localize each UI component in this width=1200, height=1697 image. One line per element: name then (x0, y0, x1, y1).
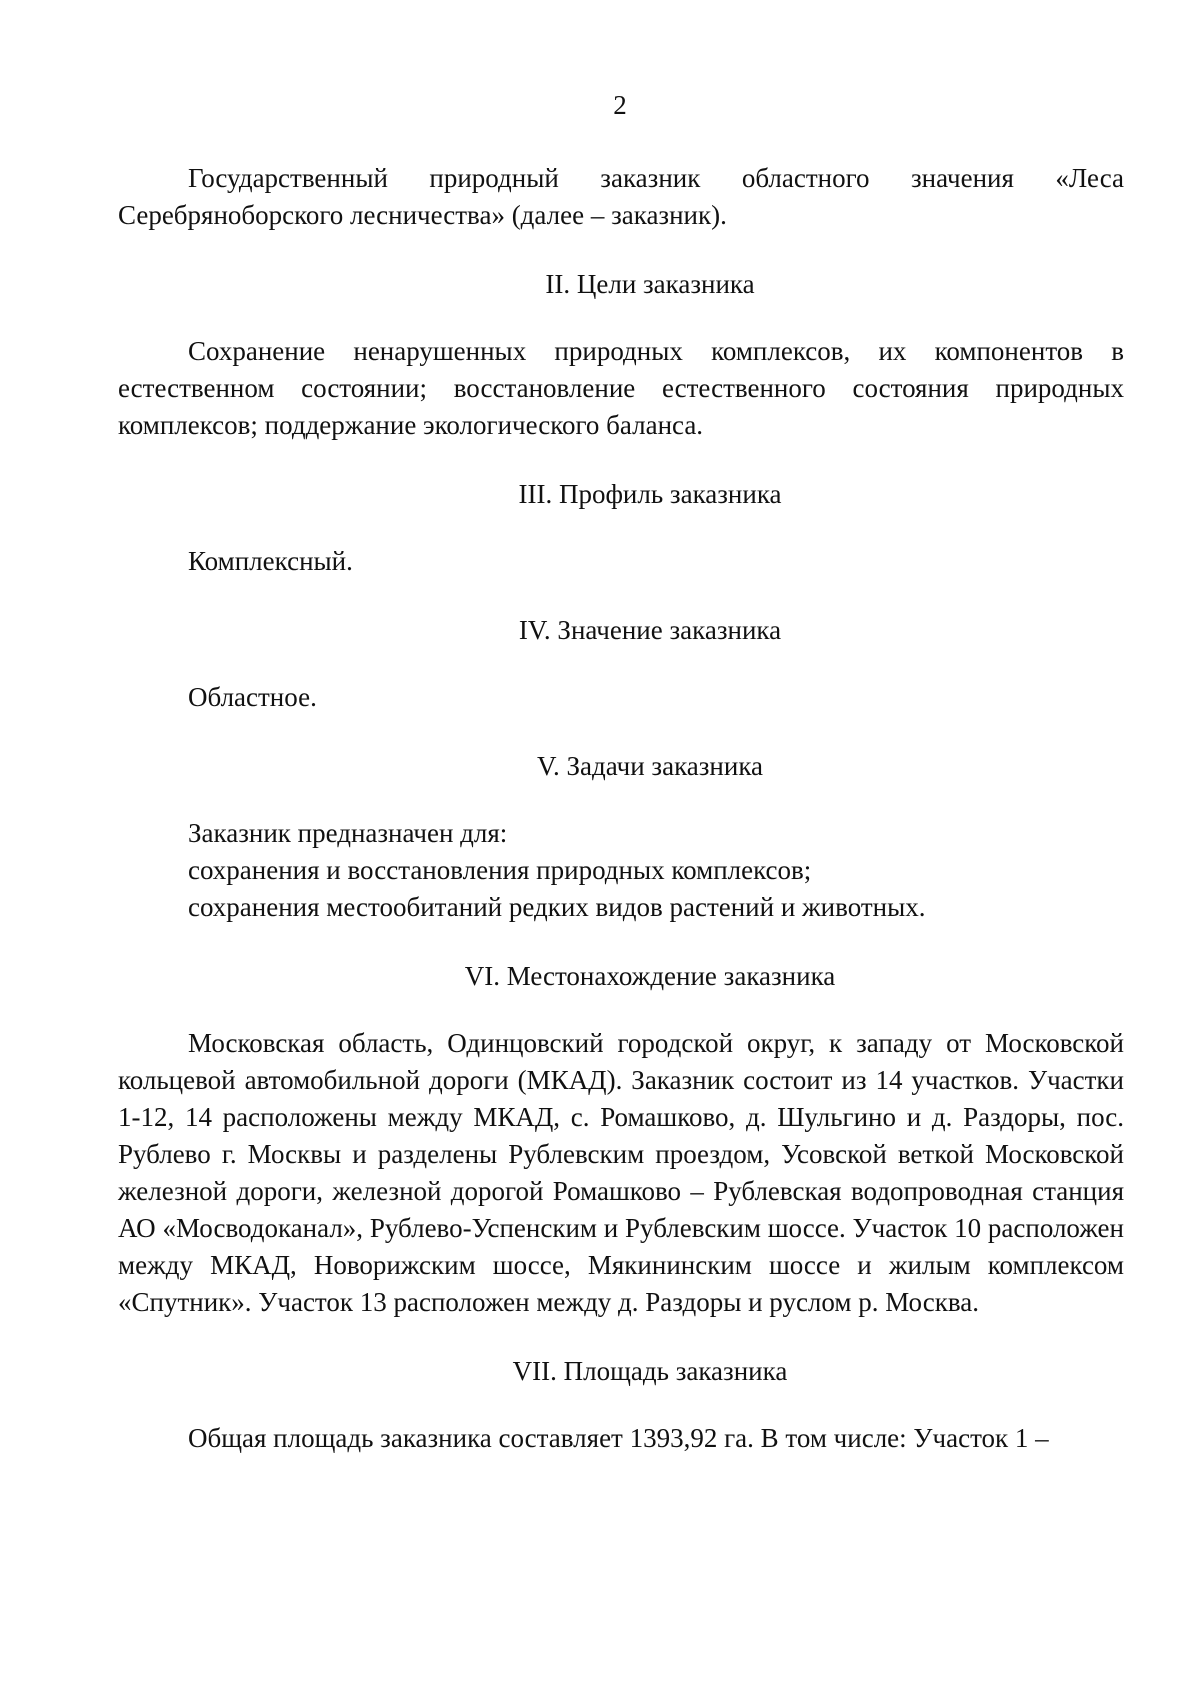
page-number: 2 (613, 90, 627, 120)
intro-paragraph: Государственный природный заказник областного значения «Леса Серебряноборского лесничества» (далее – заказник). (118, 163, 1124, 230)
document-body (118, 160, 1124, 1457)
section-tasks-heading: V. Задачи заказника (536, 751, 764, 781)
section-goals-heading: II. Цели заказника (545, 269, 755, 299)
section-location-text: Московская область, Одинцовский городской округ, к западу от Московской кольцевой автомобильной дороги (МКАД). Заказник состоит из 14 участков. Участки 1-12, 14 расположены между МКАД, с. Ромашково, д. Шульгино и д. Раздоры, пос. Рублево г. Москвы и разделены Рублевским проездом, Усовской веткой Московской железной дороги, железной дорогой Ромашково – Рублевская водопроводная станция АО «Мосводоканал», Рублево-Успенским и Рублевским шоссе. Участок 10 расположен между МКАД, Новорижским шоссе, Мякининским шоссе и жилым комплексом «Спутник». Участок 13 расположен между д. Раздоры и руслом р. Москва. (118, 1028, 1124, 1317)
section-goals-text: Сохранение ненарушенных природных комплексов, их компонентов в естественном состоянии; восстановление естественного состояния природных комплексов; поддержание экологического баланса. (118, 336, 1124, 440)
section-profile-heading: III. Профиль заказника (518, 479, 782, 509)
section-profile-text: Комплексный. (188, 546, 353, 576)
section-significance-text: Областное. (188, 682, 317, 712)
section-significance-heading: IV. Значение заказника (518, 615, 782, 645)
tasks-line: сохранения местообитаний редких видов растений и животных. (188, 892, 926, 922)
section-area-text: Общая площадь заказника составляет 1393,92 га. В том числе: Участок 1 – (188, 1423, 1049, 1453)
section-location-heading: VI. Местонахождение заказника (464, 961, 836, 991)
section-area-heading: VII. Площадь заказника (512, 1356, 788, 1386)
tasks-line: Заказник предназначен для: (188, 818, 508, 848)
tasks-line: сохранения и восстановления природных комплексов; (188, 855, 812, 885)
